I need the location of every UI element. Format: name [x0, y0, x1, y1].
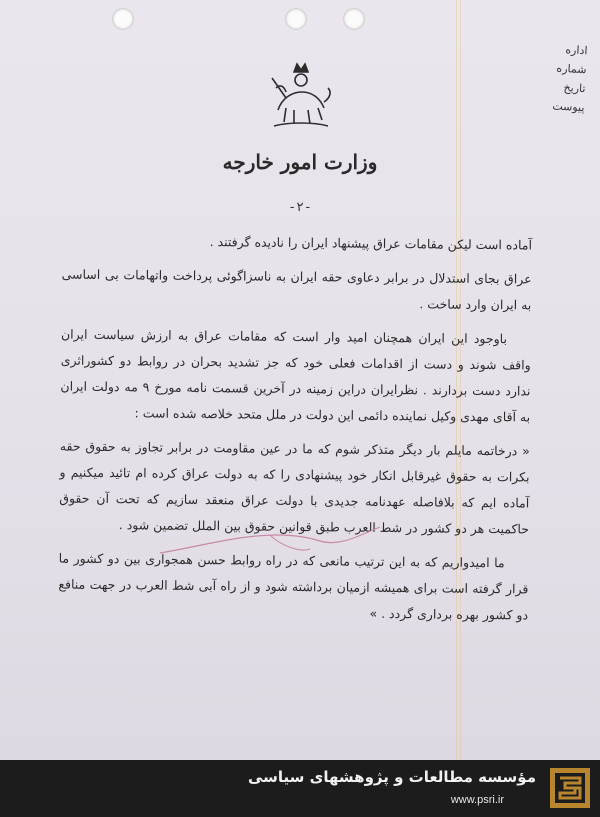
institute-name: مؤسسه مطالعات و پژوهشهای سیاسی [247, 768, 536, 786]
pen-underline-mark [150, 505, 390, 565]
footer-watermark-bar [0, 760, 600, 817]
margin-stamp [538, 39, 588, 117]
quote-paragraph: ما امیدواریم که به این ترتیب مانعی که در راه روابط حسن همجواری بین دو کشور ما قرار گرفته است برای همیشه ازمیان برداشته شود و از راه آبی شط العرب در جهت منافع دو کشور بهره برداری گردد . » [58, 550, 529, 623]
margin-attachment: پیوست [552, 99, 585, 115]
paragraph: عراق بجای استدلال در برابر دعاوی حقه ایران به ناسزاگوئی پرداخت واتهامات بی اساسی به ایران وارد ساخت . [61, 266, 532, 313]
lion-and-sun-emblem-icon [264, 58, 338, 132]
margin-number: شماره [556, 61, 587, 77]
margin-office: اداره [565, 43, 588, 58]
quote-paragraph: « درخاتمه مایلم بار دیگر متذکر شوم که ما در عین مقاومت در برابر تجاوز به حقوق حقه بکرات به حقوق غیرقابل انکار خود پیشنهادی را که به دولت عراق کرده ام تائید میکنیم و آماده ایم که بلافاصله عهدنامه جدیدی با دولت عراق منعقد سازیم که تحت آن حقوق حاکمیت هر دو کشور در شط العرب طبق قوانین حقوق بین الملل تضمین شود . [59, 438, 530, 537]
institute-url: www.psri.ir [450, 794, 504, 806]
page-number: -۲- [288, 200, 312, 215]
institute-logo-icon [550, 768, 590, 808]
punch-hole [285, 8, 307, 30]
margin-date: تاریخ [563, 81, 586, 96]
letter-body [58, 228, 532, 637]
paragraph: باوجود این ایران همچنان امید وار است که مقامات عراق به ارزش سیاست ایران واقف شوند و دست از اقدامات فعلی خود که جز تشدید بحران در روابط دو کشوراثری ندارد دست بردارند . نظرایران دراین زمینه در آخرین قسمت نامه مورخ ۹ مه دولت ایران به آقای مهدی وکیل نماینده دائمی این دولت در ملل متحد خلاصه شده است : [60, 326, 531, 425]
ministry-title: وزارت امور خارجه [222, 150, 378, 174]
punch-hole [343, 8, 365, 30]
paragraph: آماده است لیکن مقامات عراق پیشنهاد ایران را نادیده گرفتند . [209, 234, 533, 253]
punch-hole [112, 8, 134, 30]
